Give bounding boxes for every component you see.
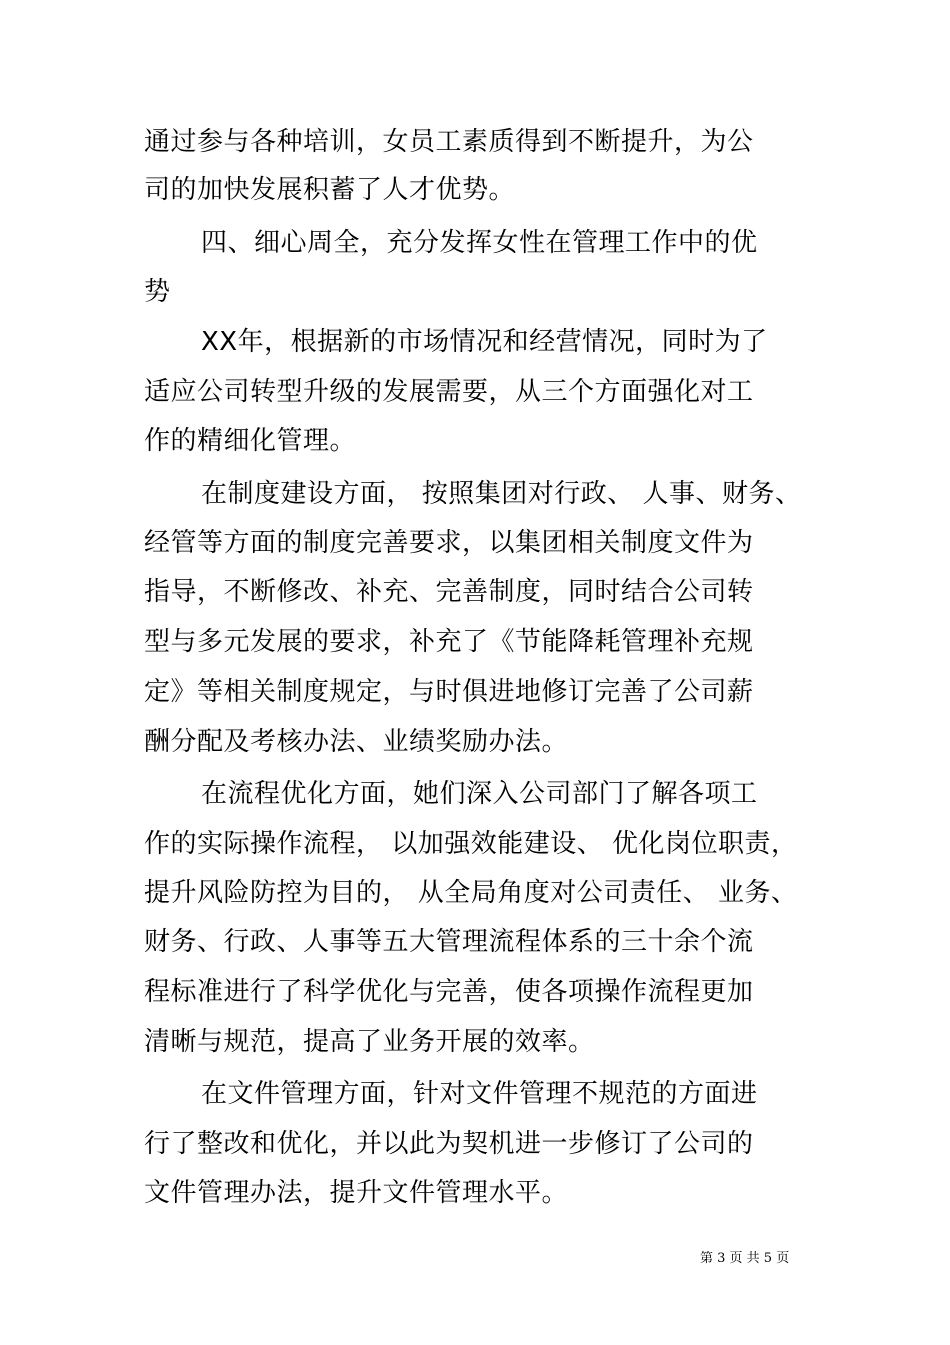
text-line: 清晰与规范，提高了业务开展的效率。 — [144, 1027, 595, 1057]
text-line: 作的精细化管理。 — [144, 426, 357, 456]
text-line: 酬分配及考核办法、业绩奖励办法。 — [144, 727, 569, 757]
page-number-footer: 第 3 页 共 5 页 — [700, 1251, 790, 1266]
text-line: 在流程优化方面，她们深入公司部门了解各项工 — [201, 779, 758, 809]
text-line: 财务、行政、人事等五大管理流程体系的三十余个流 — [144, 927, 754, 957]
text-line: 司的加快发展积蓄了人才优势。 — [144, 175, 516, 205]
text-line: 型与多元发展的要求，补充了《节能降耗管理补充规 — [144, 627, 754, 657]
text-line: 提升风险防控为目的， 从全局角度对公司责任、 业务、 — [144, 878, 798, 908]
text-line: 定》等相关制度规定，与时俱进地修订完善了公司薪 — [144, 677, 754, 707]
text-line: 通过参与各种培训，女员工素质得到不断提升，为公 — [144, 127, 754, 157]
text-line: 文件管理办法，提升文件管理水平。 — [144, 1178, 569, 1208]
section-heading-line: 势 — [144, 277, 171, 307]
text-line: 行了整改和优化，并以此为契机进一步修订了公司的 — [144, 1129, 754, 1159]
section-heading-line: 四、细心周全，充分发挥女性在管理工作中的优 — [201, 228, 758, 258]
text-line: 经管等方面的制度完善要求，以集团相关制度文件为 — [144, 528, 754, 558]
text-line: 在文件管理方面，针对文件管理不规范的方面进 — [201, 1079, 758, 1109]
text-line: 在制度建设方面， 按照集团对行政、 人事、财务、 — [201, 479, 802, 509]
text-line: 程标准进行了科学优化与完善，使各项操作流程更加 — [144, 977, 754, 1007]
text-line: XX年，根据新的市场情况和经营情况，同时为了 — [201, 327, 768, 357]
text-line: 适应公司转型升级的发展需要，从三个方面强化对工 — [144, 377, 754, 407]
text-line: 作的实际操作流程， 以加强效能建设、 优化岗位职责， — [144, 829, 798, 859]
text-line: 指导，不断修改、补充、完善制度，同时结合公司转 — [144, 577, 754, 607]
